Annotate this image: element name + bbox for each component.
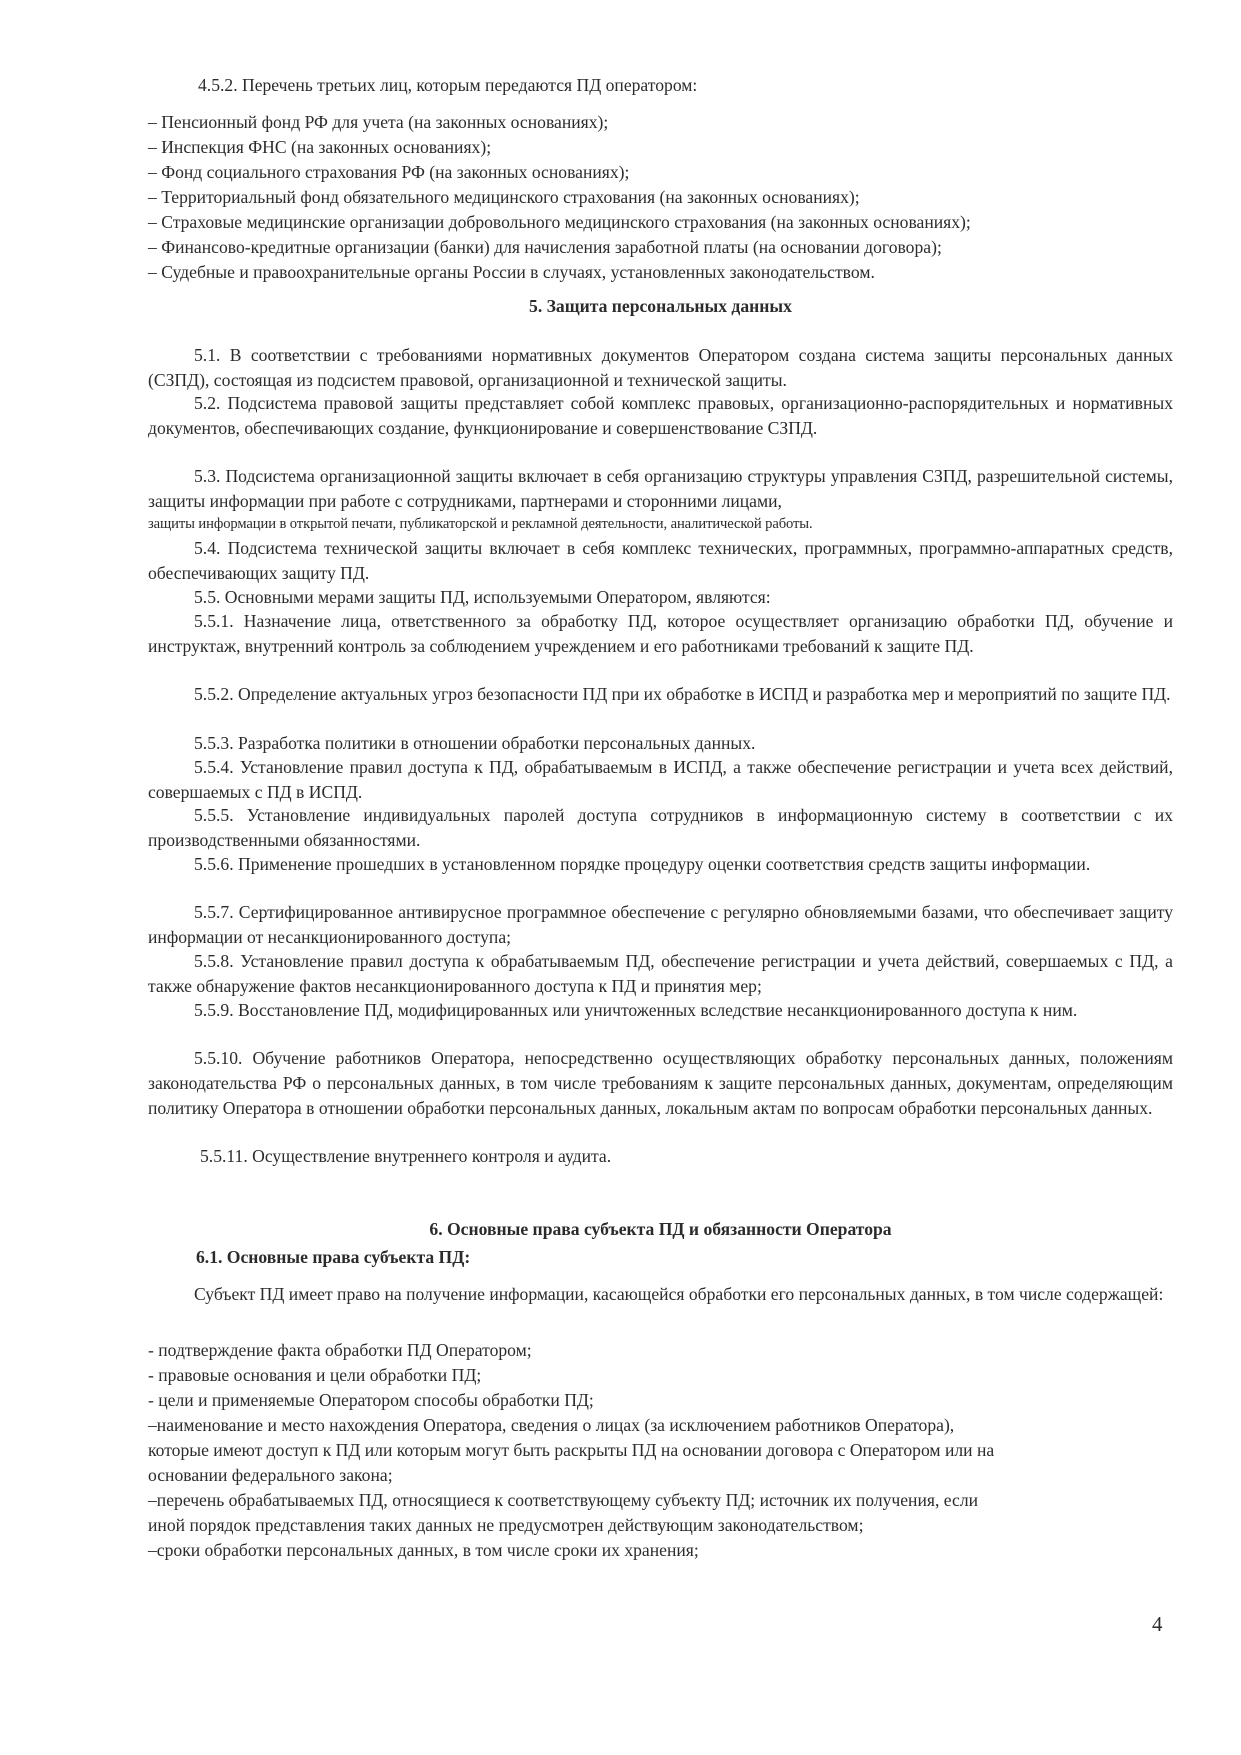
list-item: - цели и применяемые Оператором способы обработки ПД; (148, 1390, 594, 1410)
paragraph-5-5-4: 5.5.4. Установление правил доступа к ПД, обрабатываемым в ИСПД, а также обеспечение регистрации и учета всех действий, совершаемых с ПД в ИСПД. (148, 757, 1173, 802)
list-item-continued: основании федерального закона; (148, 1465, 393, 1485)
section-4-5-2-title: 4.5.2. Перечень третьих лиц, которым передаются ПД оператором: (198, 75, 698, 95)
list-item: – Пенсионный фонд РФ для учета (на законных основаниях); (148, 112, 609, 132)
paragraph-5-3-continued: защиты информации в открытой печати, публикаторской и рекламной деятельности, аналитической работы. (148, 516, 813, 532)
paragraph-5-5-9: 5.5.9. Восстановление ПД, модифицированных или уничтоженных вследствие несанкционированного доступа к ним. (194, 1000, 1078, 1020)
section-6-1-intro: Субъект ПД имеет право на получение информации, касающейся обработки его персональных данных, в том числе содержащей: (194, 1284, 1164, 1304)
paragraph-5-5-10: 5.5.10. Обучение работников Оператора, непосредственно осуществляющих обработку персональных данных, положениям законодательства РФ о персональных данных, в том числе требованиям к защите персональных данных, документам, определяющим политику Оператора в отношении обработки персональных данных, локальным актам по вопросам обработки персональных данных. (148, 1048, 1173, 1118)
paragraph-5-5-1: 5.5.1. Назначение лица, ответственного за обработку ПД, которое осуществляет организацию обработки ПД, обучение и инструктаж, внутренний контроль за соблюдением учреждением и его работниками требований к защите ПД. (148, 611, 1173, 656)
paragraph-5-5-6: 5.5.6. Применение прошедших в установленном порядке процедуру оценки соответствия средств защиты информации. (194, 854, 1091, 874)
paragraph-5-5: 5.5. Основными мерами защиты ПД, используемыми Оператором, являются: (194, 587, 771, 607)
list-item: - правовые основания и цели обработки ПД; (148, 1365, 482, 1385)
paragraph-5-5-8: 5.5.8. Установление правил доступа к обрабатываемым ПД, обеспечение регистрации и учета действий, совершаемых с ПД, а также обнаружение фактов несанкционированного доступа к ПД и принятия мер; (148, 951, 1173, 996)
list-item: – Судебные и правоохранительные органы России в случаях, установленных законодательством. (148, 262, 875, 282)
paragraph-5-1: 5.1. В соответствии с требованиями нормативных документов Оператором создана система защиты персональных данных (СЗПД), состоящая из подсистем правовой, организационной и технической защиты. (148, 345, 1173, 390)
section-6-heading: 6. Основные права субъекта ПД и обязанности Оператора (429, 1219, 892, 1239)
paragraph-5-5-2: 5.5.2. Определение актуальных угроз безопасности ПД при их обработке в ИСПД и разработка мер и мероприятий по защите ПД. (194, 684, 1171, 704)
section-6-1-heading: 6.1. Основные права субъекта ПД: (196, 1247, 471, 1267)
paragraph-5-3: 5.3. Подсистема организационной защиты включает в себя организацию структуры управления СЗПД, разрешительной системы, защиты информации при работе с сотрудниками, партнерами и сторонними лицами, (148, 466, 1173, 511)
list-item: – Территориальный фонд обязательного медицинского страхования (на законных основаниях); (148, 187, 860, 207)
list-item: –перечень обрабатываемых ПД, относящиеся к соответствующему субъекту ПД; источник их получения, если (148, 1490, 979, 1510)
list-item: – Финансово-кредитные организации (банки) для начисления заработной платы (на основании договора); (148, 237, 942, 257)
list-item-continued: которые имеют доступ к ПД или которым могут быть раскрыты ПД на основании договора с Оператором или на (148, 1440, 995, 1460)
paragraph-5-5-5: 5.5.5. Установление индивидуальных паролей доступа сотрудников в информационную систему в соответствии с их производственными обязанностями. (148, 805, 1173, 850)
list-item-continued: иной порядок представления таких данных не предусмотрен действующим законодательством; (148, 1515, 864, 1535)
list-item: – Страховые медицинские организации добровольного медицинского страхования (на законных основаниях); (148, 212, 971, 232)
list-item: –наименование и место нахождения Оператора, сведения о лицах (за исключением работников Оператора), (148, 1415, 955, 1435)
paragraph-5-5-3: 5.5.3. Разработка политики в отношении обработки персональных данных. (194, 733, 756, 753)
section-5-heading: 5. Защита персональных данных (529, 296, 792, 316)
paragraph-5-2: 5.2. Подсистема правовой защиты представляет собой комплекс правовых, организационно-распорядительных и нормативных документов, обеспечивающих создание, функционирование и совершенствование СЗПД. (148, 393, 1173, 438)
subject-rights-list (148, 1338, 1173, 1563)
paragraph-5-5-7: 5.5.7. Сертифицированное антивирусное программное обеспечение с регулярно обновляемыми базами, что обеспечивает защиту информации от несанкционированного доступа; (148, 902, 1173, 947)
list-item: – Инспекция ФНС (на законных основаниях); (148, 137, 492, 157)
third-parties-list (148, 110, 1173, 285)
list-item: –сроки обработки персональных данных, в том числе сроки их хранения; (148, 1540, 699, 1560)
paragraph-5-4: 5.4. Подсистема технической защиты включает в себя комплекс технических, программных, программно-аппаратных средств, обеспечивающих защиту ПД. (148, 538, 1173, 583)
page-number: 4 (1152, 1612, 1163, 1636)
list-item: - подтверждение факта обработки ПД Оператором; (148, 1340, 532, 1360)
list-item: – Фонд социального страхования РФ (на законных основаниях); (148, 162, 630, 182)
paragraph-5-5-11: 5.5.11. Осуществление внутреннего контроля и аудита. (200, 1146, 612, 1166)
